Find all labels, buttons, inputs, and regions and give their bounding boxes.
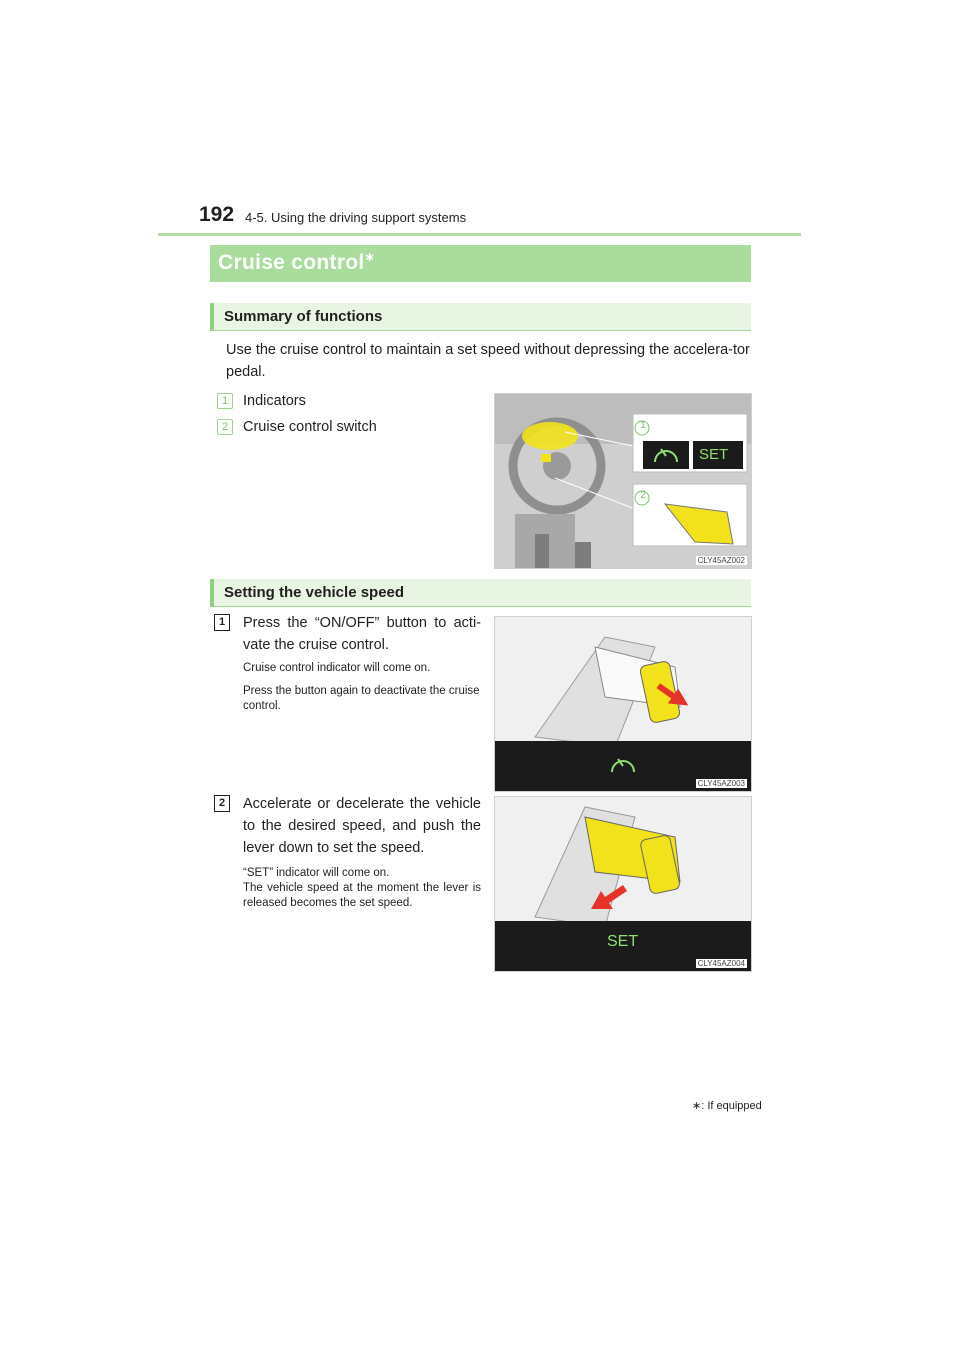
step-number-2: 2 [214, 795, 230, 812]
figure-code: CLY45AZ003 [697, 779, 745, 788]
step-2-note-2: The vehicle speed at the moment the lever is released becomes the set speed. [243, 882, 481, 909]
page-title: Cruise control∗ [218, 250, 375, 274]
figure-on-off [494, 616, 752, 792]
footnote: ∗: If equipped [692, 1100, 762, 1112]
header-rule [158, 233, 801, 236]
set-indicator: SET [607, 933, 639, 950]
figure-set [494, 796, 752, 972]
section-heading-setting: Setting the vehicle speed [210, 579, 751, 607]
lever-on-illustration [495, 617, 751, 791]
figure-code: CLY45AZ002 [697, 556, 745, 565]
step-2-text: Accelerate or decelerate the vehicle to the desired speed, and push the lever down to set the speed. [243, 796, 481, 856]
callout-2: 2 [640, 490, 646, 501]
set-indicator: SET [699, 446, 729, 463]
item-label-switch: Cruise control switch [243, 419, 377, 435]
cockpit-illustration [495, 394, 751, 568]
title-bar [210, 245, 751, 282]
step-number-1: 1 [214, 614, 230, 631]
step-2-note-1: “SET” indicator will come on. [243, 867, 390, 879]
step-1-note-2: Press the button again to deactivate the cruise control. [243, 685, 480, 712]
figure-code: CLY45AZ004 [697, 959, 745, 968]
item-number-1: 1 [217, 393, 233, 409]
page-number: 192 [199, 203, 235, 226]
chapter-title: 4-5. Using the driving support systems [245, 210, 467, 225]
footnote-mark: ∗ [692, 1100, 702, 1112]
item-number-2: 2 [217, 419, 233, 435]
intro-text: Use the cruise control to maintain a set speed without depressing the accelera-tor pedal. [226, 342, 750, 380]
step-1-text: Press the “ON/OFF” button to acti-vate the cruise control. [243, 615, 481, 653]
equipped-mark: ∗ [364, 250, 375, 264]
step-1-note-1: Cruise control indicator will come on. [243, 662, 431, 674]
item-label-indicators: Indicators [243, 393, 306, 409]
figure-cockpit [494, 393, 752, 569]
section-heading-summary: Summary of functions [210, 303, 751, 331]
callout-1: 1 [640, 420, 646, 431]
